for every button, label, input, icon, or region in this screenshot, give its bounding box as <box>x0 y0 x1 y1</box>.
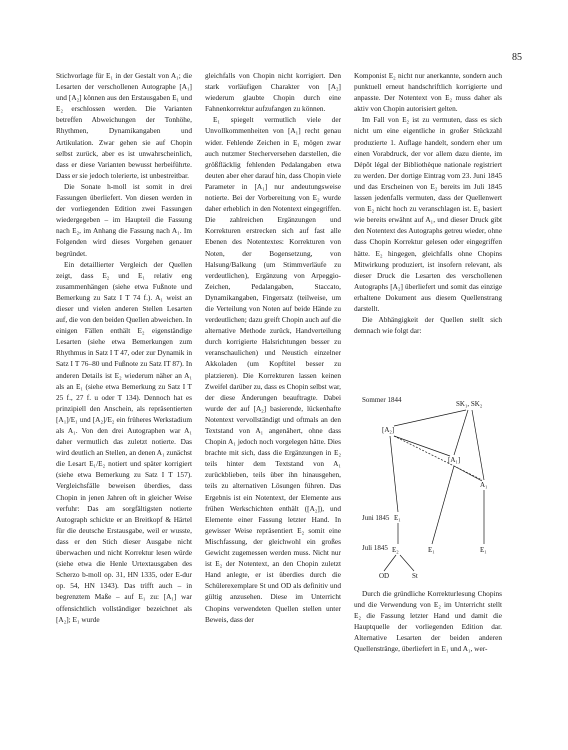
stemma-edge <box>400 555 414 571</box>
stemma-edge <box>394 410 466 426</box>
page-number: 85 <box>512 52 522 63</box>
paragraph: Ein detaillierter Vergleich der Quellen zeigt, dass E₂ und E₁ relativ eng zusammenhängen (siehe etwa Fußnote und Bemerkung zu Satz I T 74 f.). A₁ weist an dieser und vielen anderen Stellen Lesarten auf, die von den beiden Quellen abweichen. In einigen Fällen enthält E₂ eigenständige Lesarten (siehe etwa Bemerkungen zum Rhythmus in Satz I T 47, oder zur Dynamik in Satz I T 76–80 und Fußnote zu Satz IT 87). In anderen Details ist E₂ wiederum näher an A₁ als an E₁ (siehe etwa Bemerkung zu Satz I T 25 f., 27 f. u oder T 134). Dennoch hat es prinzipiell den Anschein, als repräsentierten [A₁]/E₁ und [A₂]/E₂ ein früheres Werkstadium als A₁. Von den drei Autographen war A₁ daher vermutlich das zuletzt notierte. Das wird deutlich an Stellen, an denen A₁ zunächst die Lesart E₁/E₂ notiert und später korrigiert (siehe etwa Bemerkung zu Satz I T 157). Vergleichsfälle beweisen überdies, dass Chopin in jenen Jahren oft in gleicher Weise verfuhr: Das am sorgfältigsten notierte Autograph schickte er an Breitkopf & Härtel für die deutsche Erstausgabe, weil er wusste, dass er den Stich dieser Ausgabe nicht überwachen und nicht Korrektur lesen würde (siehe etwa die Henle Urtextausgaben des Scherzo b-moll op. 31, HN 1335, oder E-dur op. 54, HN 1343). Das trifft auch – in begrenztem Maße – auf E₁ zu: [A₁] war offensichtlich vollständiger bezeichnet als [A₂]; E₁ wurde <box>56 259 192 624</box>
stemma-node-ee: E₁ <box>428 546 435 554</box>
stemma-node-ef: E₁ <box>394 514 401 522</box>
stemma-edge <box>384 555 396 571</box>
paragraph: Stichvorlage für E₁ in der Gestalt von A₁; die Lesarten der verschollenen Autographe [A₁] und [A₂] können aus den Erstausgaben E₁ und E₂ erschlossen werden. Die Varianten betreffen Abweichungen der Tonhöhe, Rhythmen, Dynamikangaben und Artikulation. Zwar gehen sie auf Chopin selbst zurück, aber es ist unwahrscheinlich, dass er diese Varianten bewusst herbeiführte. Dass er sie jedoch tolerierte, ist unbestreitbar. <box>56 71 192 180</box>
stemma-date-june-1845: Juni 1845 <box>362 514 390 522</box>
text-column-left <box>56 70 192 625</box>
text-column-middle <box>205 70 341 625</box>
stemma-node-af: [A₂] <box>382 426 395 434</box>
stemma-sketches: SK₁, SK₂ <box>456 400 483 408</box>
stemma-node-ad: A₁ <box>480 481 488 489</box>
paragraph: E₁ spiegelt vermutlich viele der Unvollkommenheiten von [A₁] recht genau wider. Fehlende Zeichen in E₁ mögen zwar auch nutzmer Stecherversehen darstellen, die größfläcklig fehlenden Pedalangaben etwa deuten aber eher darauf hin, dass Chopin viele Parameter in [A₁] nur andeutungsweise notierte. Bei der Vorbereitung von E₂ wurde daher erheblich in den Notentext eingegriffen. Die zahlreichen Ergänzungen und Korrekturen erstrecken sich auf fast alle Ebenen des Notentextes: Korrekturen von Noten, der Bogensetzung, von Halsung/Balkung (um Stimmverläufe zu verdeutlichen), Ergänzung von Arpeggio-Zeichen, Pedalangaben, Staccato, Dynamikangaben, Fingersatz (teilweise, um die Verteilung von Noten auf beide Hände zu verdeutlichen; dazu greift Chopin auch auf die alternative Methode zurück, Handverteilung durch korrigierte Halsrichtungen besser zu veranschaulichen) und Neustich einzelner Akkoladen (um Kopftitel besser zu platzieren). Die Korrekturen lassen keinen Zweifel darüber zu, dass es Chopin selbst war, der diese Änderungen beauftragte. Dabei wurde der auf [A₂] basierende, lückenhafte Notentext vervollständigt und oftmals an den Textstand von A₁ angenähert, ohne dass Chopin A₁ jedoch noch vorgelegen hätte. Dies brachte mit sich, dass die Ergänzungen in E₂ teils hinter dem Textstand von A₁ zurückblieben, teils über ihn hinausgehen, teils zu alternativen Lösungen führen. Das Ergebnis ist ein Notentext, der Elemente aus frühen Werkschichten enthält ([A₂]), und Elemente einer Fassung letzter Hand. In gewisser Weise repräsentiert E₂ somit eine Mischfassung, der gleichwohl ein großes Gewicht zugemessen werden muss. Nicht nur ist E₂ der Notentext, an den Chopin zuletzt Hand anlegte, er ist überdies durch die Schülerexemplare St und OD als definitiv und gültig anzusehen. Diese im Unterricht Chopins verwendeten Quellen stellen unter Beweis, dass der <box>205 115 341 624</box>
paragraph: Komponist E₂ nicht nur anerkannte, sondern auch punktuell erneut handschriftlich korrigierte und anpasste. Der Notentext von E₂ muss daher als aktiv von Chopin autorisiert gelten. <box>354 71 502 114</box>
stemma-node-st: St <box>412 572 418 580</box>
stemma-edge <box>390 436 398 512</box>
stemma-edge <box>472 410 484 480</box>
stemma-node-ef2: E₂ <box>392 546 399 554</box>
stemma-date-summer-1844: Sommer 1844 <box>362 396 402 404</box>
stemma-edge <box>454 466 482 481</box>
stemma-date-july-1845: Juli 1845 <box>362 544 388 552</box>
text-column-right <box>354 70 502 336</box>
source-stemma-diagram <box>354 392 514 582</box>
stemma-node-ed: E₁ <box>480 546 487 554</box>
stemma-node-ae: [A₁] <box>448 456 461 464</box>
paragraph: Durch die gründliche Korrekturlesung Chopins und die Verwendung von E₂ im Unterricht stellt E₂ die Fassung letzter Hand und damit die Hauptquelle der vorliegenden Edition dar. Alternative Lesarten der beiden anderen Quellenstränge, überliefert in E₁ und A₁, wer- <box>354 589 502 654</box>
paragraph: Die Sonate h-moll ist somit in drei Fassungen überliefert. Von diesen werden in der vorliegenden Edition zwei Fassungen wiedergegeben – im Haupteil die Fassung nach E₂, im Anhang die Fassung nach A₁. Im Folgenden wird dieses Vorgehen genauer begründet. <box>56 181 192 258</box>
stemma-edge <box>454 410 468 455</box>
stemma-node-od: OD <box>379 572 390 580</box>
stemma-edge <box>394 436 482 480</box>
stemma-edge <box>394 436 450 456</box>
paragraph: Die Abhängigkeit der Quellen stellt sich demnach wie folgt dar: <box>354 315 502 336</box>
stemma-edge <box>432 466 454 544</box>
text-column-right-continued <box>354 588 502 655</box>
paragraph: Im Fall von E₂ ist zu vermuten, dass es sich nicht um eine eigentliche in großer Stückzahl produzierte 1. Auflage handelt, sondern eher um einen Vorabdruck, der vor allem dazu diente, im Dépôt légal der Bibliothèque nationale registriert zu werden. Der dortige Eintrag vom 23. Juni 1845 und das Erscheinen von E₂ bereits im Juli 1845 lassen jedenfalls vermuten, dass der Quellenwert von E₂ nicht hoch zu veranschlagen ist. E₂ basiert wie bereits erwähnt auf A₁, und dieser Druck gibt den Notentext des Autographs getreu wieder, ohne dass Chopin Korrektur gelesen oder eingegriffen hätte. E₂ hingegen, gleichfalls ohne Chopins Mitwirkung produziert, ist insofern relevant, als dieser Druck die Lesarten des verschollenen Autographs [A₂] überliefert und somit das einzige erhaltene Dokument aus diesem Quellenstrang darstellt. <box>354 115 502 313</box>
paragraph: gleichfalls von Chopin nicht korrigiert. Den stark vorläufigen Charakter von [A₂] wiederum glaubte Chopin durch eine Fahnenkorrektur aufzufangen zu können. <box>205 71 341 114</box>
